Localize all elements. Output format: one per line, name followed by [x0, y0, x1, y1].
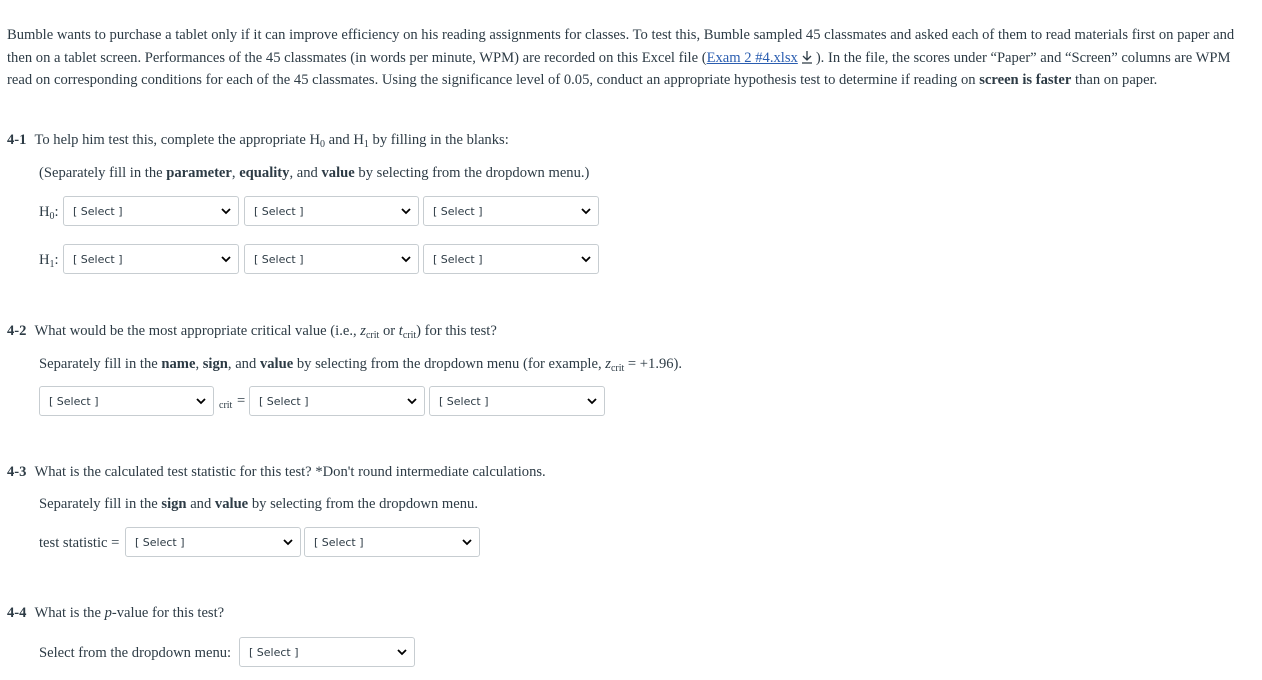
select-value: [ Select ]: [135, 535, 185, 549]
question-number: 4-2: [7, 323, 27, 339]
crit-subscript-label: crit: [219, 400, 233, 411]
h0-parameter-select[interactable]: [63, 196, 239, 226]
select-value: [ Select ]: [439, 394, 489, 408]
problem-statement: [7, 24, 1259, 92]
h0-value-select[interactable]: [423, 196, 599, 226]
select-value: [ Select ]: [249, 645, 299, 659]
chevron-down-icon: [586, 395, 598, 407]
intro-text: than on paper.: [1071, 72, 1158, 88]
question-4-1-instructions: [39, 165, 589, 182]
instruction-text: ,: [231, 165, 240, 181]
instruction-text: by selecting from the dropdown menu.): [354, 165, 590, 181]
math-symbol: z: [360, 323, 366, 339]
select-value: [ Select ]: [433, 252, 483, 266]
h0-label: [39, 204, 59, 221]
select-value: [ Select ]: [314, 535, 364, 549]
question-number: 4-4: [7, 605, 27, 621]
subscript: crit: [365, 330, 380, 341]
intro-text: Bumble wants to purchase a tablet only if it can improve efficiency on his reading assignments for classes. To test this, Bumble sampled 45 classmates and asked each of them to read materials first on paper and then on a tablet screen. Performances of the 45 classmates (in words per minute, WPM) are recorded on this Excel file (: [7, 27, 1235, 66]
instruction-bold: sign: [202, 356, 228, 372]
question-text: by filling in the blanks:: [368, 132, 509, 148]
h1-parameter-select[interactable]: [63, 244, 239, 274]
math-symbol: t: [398, 323, 403, 339]
crit-value-select[interactable]: [429, 386, 605, 416]
instruction-text: ,: [195, 356, 203, 372]
label-text: :: [54, 252, 59, 268]
crit-equals: =: [237, 393, 246, 409]
chevron-down-icon: [461, 536, 473, 548]
question-4-4: [7, 605, 224, 622]
p-value-select[interactable]: [239, 637, 415, 667]
intro-text: ). In the file, the scores under “Paper” and “Screen” columns are WPM read on corresponding conditions for each of the 45 classmates. Using the significance level of 0.05, conduct an appropriate hypothesis test to determine if reading on: [7, 49, 1231, 88]
intro-emphasis: screen is faster: [979, 72, 1072, 88]
question-text: or: [379, 323, 399, 339]
label-text: H: [39, 204, 50, 220]
question-4-2-instructions: [39, 356, 682, 373]
math-symbol: z: [605, 356, 611, 372]
chevron-down-icon: [282, 536, 294, 548]
select-value: [ Select ]: [73, 252, 123, 266]
instruction-bold: value: [214, 496, 249, 512]
question-text: To help him test this, complete the appropriate H: [34, 132, 320, 148]
instruction-bold: parameter: [166, 165, 232, 181]
math-symbol: p: [104, 605, 112, 621]
question-text: What is the calculated test statistic for this test? *Don't round intermediate calculations.: [34, 464, 546, 480]
chevron-down-icon: [400, 253, 412, 265]
test-statistic-label: test statistic =: [39, 535, 120, 551]
instruction-bold: value: [321, 165, 355, 181]
question-text: -value for this test?: [111, 605, 225, 621]
question-text: and H: [324, 132, 364, 148]
question-4-3-instructions: [39, 496, 478, 513]
excel-file-link[interactable]: Exam 2 #4.xlsx: [706, 49, 798, 66]
select-value: [ Select ]: [73, 204, 123, 218]
h1-label: [39, 252, 59, 269]
chevron-down-icon: [580, 253, 592, 265]
instruction-text: Separately fill in the: [39, 356, 162, 372]
question-number: 4-3: [7, 464, 27, 480]
h1-value-select[interactable]: [423, 244, 599, 274]
h1-equality-select[interactable]: [244, 244, 419, 274]
chevron-down-icon: [396, 646, 408, 658]
h0-equality-select[interactable]: [244, 196, 419, 226]
p-value-label: Select from the dropdown menu:: [39, 645, 232, 661]
select-value: [ Select ]: [254, 252, 304, 266]
label-text: :: [54, 204, 59, 220]
chevron-down-icon: [220, 205, 232, 217]
subscript: crit: [610, 363, 625, 374]
instruction-text: by selecting from the dropdown menu.: [248, 496, 478, 512]
select-value: [ Select ]: [259, 394, 309, 408]
question-text: What would be the most appropriate critical value (i.e.,: [34, 323, 361, 339]
test-statistic-value-select[interactable]: [304, 527, 480, 557]
chevron-down-icon: [580, 205, 592, 217]
instruction-text: , and: [227, 356, 260, 372]
chevron-down-icon: [406, 395, 418, 407]
question-4-1: [7, 132, 509, 149]
question-text: What is the: [34, 605, 105, 621]
label-text: H: [39, 252, 50, 268]
subscript: crit: [402, 330, 417, 341]
select-value: [ Select ]: [254, 204, 304, 218]
select-value: [ Select ]: [433, 204, 483, 218]
crit-sign-select[interactable]: [249, 386, 425, 416]
instruction-text: , and: [289, 165, 322, 181]
instruction-text: Separately fill in the: [39, 496, 162, 512]
question-number: 4-1: [7, 132, 27, 148]
instruction-bold: value: [259, 356, 294, 372]
instruction-text: and: [186, 496, 215, 512]
question-4-3: [7, 464, 546, 481]
chevron-down-icon: [220, 253, 232, 265]
instruction-text: by selecting from the dropdown menu (for example,: [293, 356, 606, 372]
subscript: 0: [49, 211, 55, 222]
instruction-bold: equality: [239, 165, 290, 181]
chevron-down-icon: [400, 205, 412, 217]
test-statistic-sign-select[interactable]: [125, 527, 301, 557]
instruction-text: = +1.96).: [624, 356, 683, 372]
question-4-2: [7, 323, 497, 340]
instruction-text: (Separately fill in the: [39, 165, 167, 181]
question-text: ) for this test?: [416, 323, 497, 339]
crit-name-select[interactable]: [39, 386, 214, 416]
subscript: 1: [49, 259, 55, 270]
chevron-down-icon: [195, 395, 207, 407]
subscript: 0: [319, 139, 325, 150]
select-value: [ Select ]: [49, 394, 99, 408]
instruction-bold: sign: [161, 496, 187, 512]
subscript: 1: [363, 139, 369, 150]
download-icon[interactable]: [800, 50, 814, 64]
instruction-bold: name: [161, 356, 196, 372]
